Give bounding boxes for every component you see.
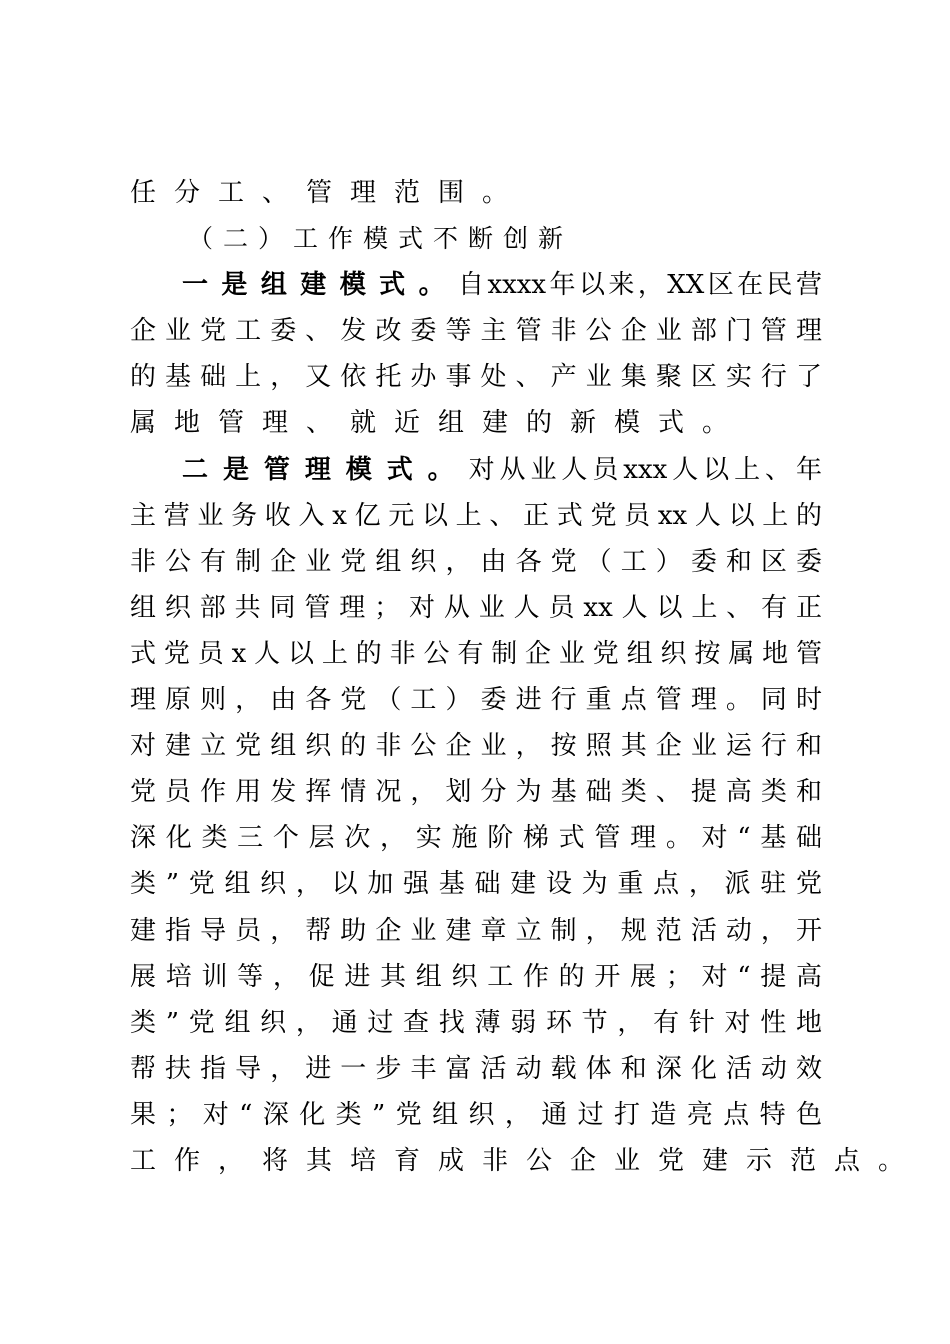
paragraph-text: 自xxxx年以来，XX区在民营 <box>458 270 822 301</box>
paragraph-lead: 二是管理模式。 <box>182 454 469 485</box>
paragraph-line <box>130 447 822 493</box>
paragraph-line: 主营业务收入x亿元以上、正式党员xx人以上的 <box>130 500 822 531</box>
paragraph-lead: 一是组建模式。 <box>182 270 459 301</box>
paragraph-line: 对建立党组织的非公企业，按照其企业运行和 <box>130 731 822 762</box>
paragraph-line: 展培训等，促进其组织工作的开展；对“提高 <box>130 961 822 992</box>
paragraph-line: 属地管理、就近组建的新模式。 <box>130 408 747 439</box>
paragraph-line: 式党员x人以上的非公有制企业党组织按属地管 <box>130 638 822 669</box>
paragraph-line: 果；对“深化类”党组织，通过打造亮点特色 <box>130 1099 822 1130</box>
paragraph-line: 工作，将其培育成非公企业党建示范点。 <box>130 1145 923 1176</box>
paragraph-line: 类”党组织，通过查找薄弱环节，有针对性地 <box>130 1007 822 1038</box>
paragraph-line: 企业党工委、发改委等主管非公企业部门管理 <box>130 316 822 347</box>
paragraph-line <box>130 262 822 308</box>
paragraph-text: 对从业人员xxx人以上、年 <box>468 454 822 485</box>
paragraph-line: 理原则，由各党（工）委进行重点管理。同时 <box>130 685 822 716</box>
paragraph-line: 组织部共同管理；对从业人员xx人以上、有正 <box>130 592 822 623</box>
paragraph-line: 党员作用发挥情况，划分为基础类、提高类和 <box>130 777 822 808</box>
document-body <box>130 170 923 1184</box>
section-heading: （二）工作模式不断创新 <box>188 224 574 254</box>
paragraph-line: 帮扶指导，进一步丰富活动载体和深化活动效 <box>130 1053 822 1084</box>
paragraph-line: 非公有制企业党组织，由各党（工）委和区委 <box>130 546 822 577</box>
paragraph-line: 深化类三个层次，实施阶梯式管理。对“基础 <box>130 823 822 854</box>
paragraph-line: 类”党组织，以加强基础建设为重点，派驻党 <box>130 869 822 900</box>
paragraph-line: 的基础上，又依托办事处、产业集聚区实行了 <box>130 362 822 393</box>
paragraph-line: 建指导员，帮助企业建章立制，规范活动，开 <box>130 915 822 946</box>
paragraph-line: 任分工、管理范围。 <box>130 178 527 208</box>
